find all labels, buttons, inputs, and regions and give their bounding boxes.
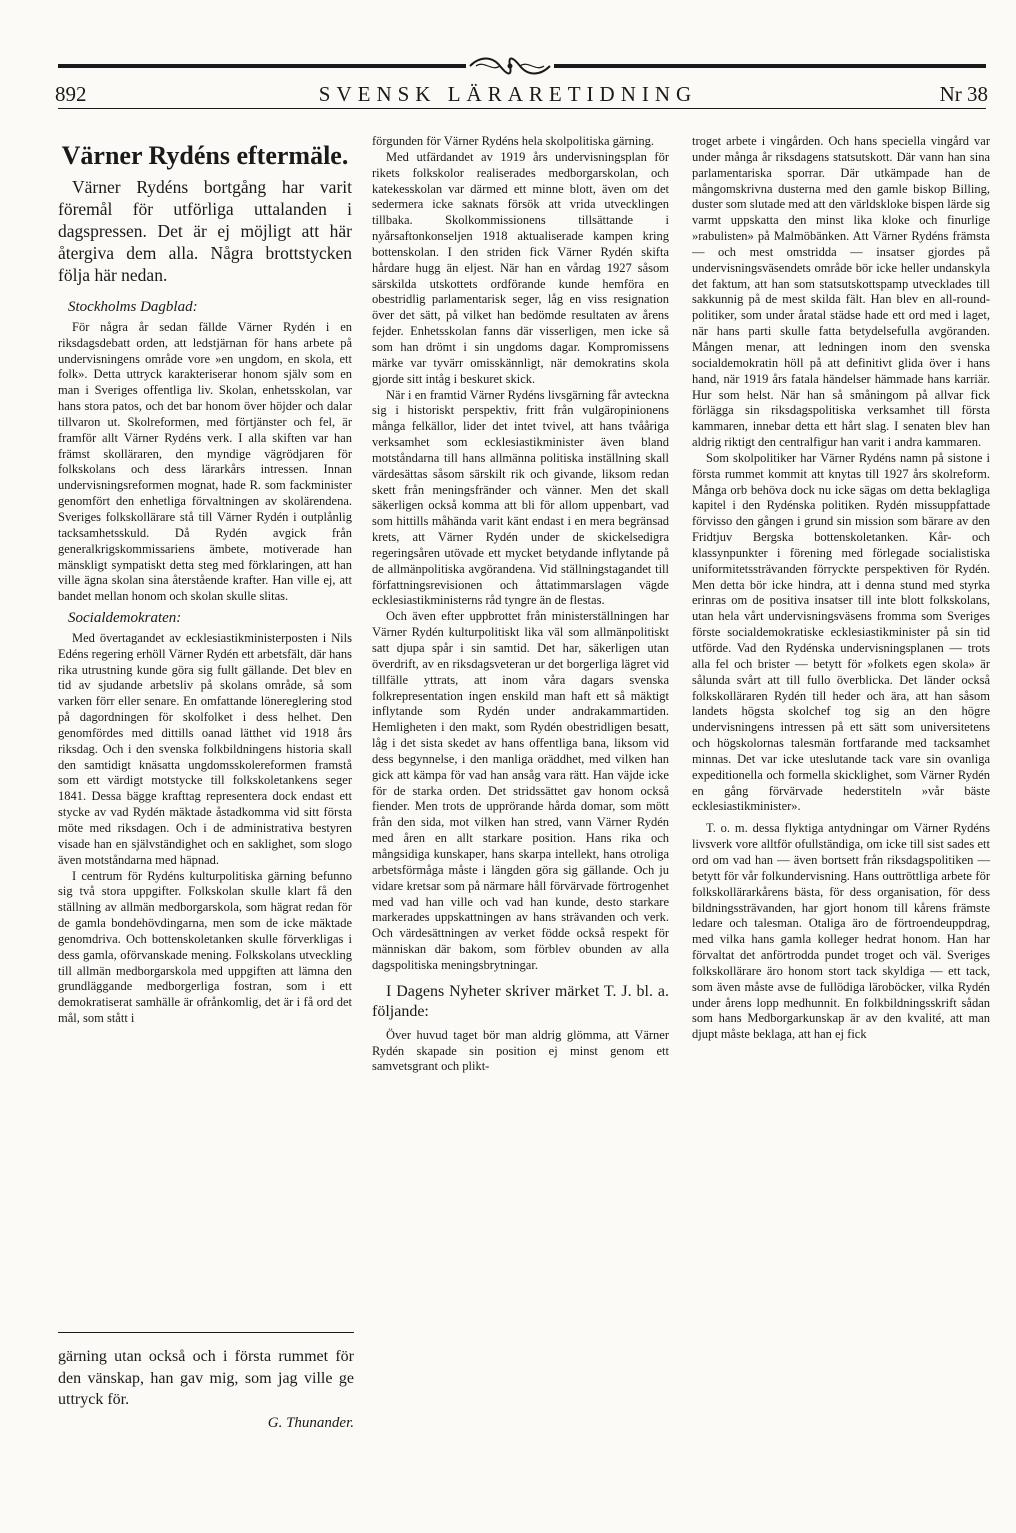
source-heading: Socialdemokraten: [68,610,182,627]
page-number: 892 [55,82,87,106]
column-3 [692,134,990,1043]
ornament-icon [466,54,554,78]
source-heading: Stockholms Dagblad: [68,299,198,315]
signature: G. Thunander. [267,1414,354,1431]
paragraph: Med utfärdandet av 1919 års undervisningsplan för rikets folkskolor realiserades medborgarskolan, och katekesskolan var därmed ett minne blott, även om det sedermera icke saknats försök att vrida utvecklingen tillbaka. Skolkommissionens tillsättande i nyårsaftonkonseljen 1918 aktualiserade kampen kring bottenskolan. I den striden fick Värner Rydén skifta hårdare hugg än eljest. När han en vårdag 1927 såsom särskilda utskottets ordförande kunde hemföra en obestridlig parlamentarisk seger, låg en viss resignation över det sätt, på vilket han bedömde resultaten av årens fejder. Enhetsskolan fanns där visserligen, men icke så som han drömt i sin ungdoms dagar. Kompromissens märke var tyvärr omisskännligt, när demokratins skola gjorde sitt intåg i beskuret skick. [372,149,669,386]
paragraph: troget arbete i vingården. Och hans speciella vingård var under många år riksdagens statsutskott. Där vann han sina parlamentariska sporrar. Där utkämpade han de mångomskrivna dusterna med den gamle biskop Billing, duster som slutade med att den världskloke bispen lärde sig varmt uppskatta den minst lika kloke och finurlige »rabulisten» på Malmöbänken. Att Värner Rydéns främsta — och mest omstridda — insatser gjordes på undervisningsväsendets område bör icke heller undanskyla det faktum, att han som statsutskottspamp utvecklades till sakkunnig på de mest skilda fält. Han blev en all-round-politiker, som under åratal städse hade ett ord med i laget, när hans parti skulle fatta betydelsefulla avgöranden. Mången menar, att ledningen inom den svenska socialdemokratin höll på att definitivt glida över i hans hand, när 1919 års fatala händelser hämmade hans karriär. Hur som helst. När han så småningom på allvar fick förlägga sin riksdagspolitiska verksamhet till första kammaren, innebar detta ett hårt slag. I senaten blev han aldrig riktigt den centralfigur han varit i andra kammaren. [692,134,990,450]
paragraph: förgunden för Värner Rydéns hela skolpolitiska gärning. [372,134,654,148]
lead-paragraph: Värner Rydéns bortgång har varit föremål för utförliga uttalanden i dagspressen. Det är ej möjligt att här återgiva dem alla. Några brottstycken följa här nedan. [58,177,352,285]
paragraph: Och även efter uppbrottet från ministerställningen har Värner Rydén kulturpolitiskt lika väl som allmänpolitiskt satt djupa spår i sin samtid. Det har, säkerligen utan överdrift, av en riksdagsveteran ur det borgerliga lägret vid tillfälle yttrats, att inom våra dagars svenska folkrepresentation ingen enskild man haft ett så mäktigt inflytande som Rydén under andrakammartiden. Hemligheten i den makt, som Rydén obestridligen besatt, låg i det sista skedet av hans offentliga bana, liksom vid dess begynnelse, i den manliga oräddhet, med vilken han gick att kämpa för vad han ansåg vara rätt. Han väjde icke för de starka orden. Det stridssättet gav honom också fiender. Men trots de upprörande hårda domar, som mött från den sida, mot vilken han stred, vann Värner Rydén med åren en allt starkare position. Hans rika och mångsidiga kunskaper, hans skarpa intellekt, hans otroliga arbetsförmåga måste i längden göra sig gällande. Och ju vidare kretsar som på närmare håll förvärvade förtrogenhet med vad han ville och vad han kunde, desto starkare markerades uppskattningen av hans strävanden och verk. Och värdesättningen av verket födde också respekt för människan där bakom, som förblev obunden av alla dagspolitiska meningsbrytningar. [372,609,669,972]
header-divider [58,108,986,109]
article-lead [58,176,352,286]
paragraph: Över huvud taget bör man aldrig glömma, att Värner Rydén skapade sin position ej minst genom ett samvetsgrant och plikt- [372,1027,669,1074]
closing-text: gärning utan också och i första rummet för den vänskap, han gav mig, som jag ville ge uttryck för. [58,1348,354,1408]
closing-block [58,1346,354,1434]
paragraph: T. o. m. dessa flyktiga antydningar om Värner Rydéns livsverk vore alltför ofullständiga, om icke till sist sades ett ord om vad han — även bortsett från riksdagspolitiken — betytt för vår folkundervisning. Hans outtröttliga arbete för folkskollärarkårens bästa, för dess organisation, för dess bildningssträvanden, har gjort honom till kårens främste ledare och talesman. Otaliga äro de förtroendeuppdrag, med vilka hans gamla kolleger hedrat honom. Han har förvaltat det anförtrodda pundet troget och väl. Sveriges folkskollärare äro honom stort tack skyldiga — ett tack, som även måste avse de fullödiga läroböcker, vilka Rydén under årens lopp medhunnit. En folkbildningsskrift sådan som hans Medborgarkunskap är av den kvalité, att man djupt måste beklaga, att han ej fick [692,821,990,1042]
paragraph: I centrum för Rydéns kulturpolitiska gärning befunno sig två stora uppgifter. Folkskolan skulle klart få den ställning av allmän medborgarskola, som hägrat redan för de gamla bondehövdingarna, men som de icke mäktade genomdriva. Och bottenskoletanken skulle förverkligas i dess gamla, oförvanskade mening. Folkskolans utveckling till allmän medborgarskola med uppgiften att lämna den grundläggande medborgerliga fostran, som i ett demokratiserat samhälle är ofrånkomlig, det är i få ord det mål, som stått i [58,868,352,1026]
journal-title: SVENSK LÄRARETIDNING [318,82,698,106]
dn-lead: I Dagens Nyheter skriver märket T. J. bl. a. följande: [372,982,669,1020]
issue-number: Nr 38 [939,82,988,106]
article-title: Värner Rydéns eftermäle. [61,141,349,170]
paragraph: Med övertagandet av ecklesiastikministerposten i Nils Edéns regering erhöll Värner Rydén ett arbetsfält, där hans rika utrustning kunde göra sig fullt gällande. Det blev en tid av sjudande arbetsliv på skolans område, så som varken förr eller senare. En omfattande lönereglering stod på dagordningen för skolfolket i dess helhet. Den genomfördes med dittills oanad lätthet vid 1918 års riksdag. Och i den svenska folkbildningens historia skall den samtidigt knäsatta ungdomsskolereformen framstå som ett värdigt motstycke till folkskoletankens seger 1841. Dessa bägge krafttag representera dock endast ett stycke av vad Rydén mäktade åstadkomma vid sitt första möte med riksdagen. Och i de administrativa bestyren visade han en självständighet och en saklighet, som slogo även motståndarna med häpnad. [58,630,352,867]
paragraph: För några år sedan fällde Värner Rydén i en riksdagsdebatt orden, att ledstjärnan för hans arbete på undervisningens område vore »en ungdom, en skola, ett folk». Detta uttryck karakteriserar honom själv som en man i Sveriges offentliga liv. Skolan, enhetsskolan, var hans stora patos, och det bar honom över höjder och dalar tillvaron ut. Skolreformen, med förtjänster och fel, är framför allt Värner Rydéns verk. I alla skiften var han främst skolläraren, den myndige vägrödjaren för folkskolans och dess lärarkårs intressen. Innan undervisningsreformen mognat, hade R. som fackminister genomfört den enhetliga förvaltningen av skolärendena. Sveriges folkskollärare stå till Värner Rydén i outplånlig tacksamhetsskuld. Då Rydén avgick från generalkrigskommissariens ämbete, motiverade han mänskligt sympatiskt detta steg med förklaringen, att han ville ägna skolan sina återstående krafter. Han ville ej, att bandet mellan honom och skolan skulle slitas. [58,319,352,604]
paragraph: Som skolpolitiker har Värner Rydéns namn på sistone i första rummet kommit att knytas till 1927 års skolreform. Många orb behöva dock nu icke sägas om detta beklagliga kapitel i den Rydénska politiken. Rydén missuppfattade förvisso den gången i grund sin mission som bärare av den Fridtjuv Bergska bottenskoletanken. Kår- och klassynpunkter i förening med förlegade socialistiska uniformitetssträvanden förryckte perspektiven för Rydén. Men detta bör icke hindra, att i denna stund med styrka erinras om de positiva insatser till inte blott folkskolans, utan hela vårt undervisningsväsens fromma som Sveriges förste socialdemokratiske ecklesiastikminister på sin tid utförde. Vad den Rydénska undervisningsplanen — trots alla fel och brister — betytt för »folkets egen skola» är sålunda svårt att till fullo överblicka. Det länder också folkskolläraren Rydén till heder och ära, att han såsom landets högsta skolchef tog sig an den högre undervisningens intressen på ett sätt som universitetens och högskolornas talesmän fortfarande med tacksamhet minnas. Det var icke uteslutande tack vare sin ovanliga expeditionella och formella skicklighet, som Värner Rydén en gång förvärvade hederstiteln »vår bäste ecklesiastikminister». [692,450,990,814]
paragraph: När i en framtid Värner Rydéns livsgärning får avteckna sig i historiskt perspektiv, fritt från vulgäropinionens många felkällor, lider det intet tvivel, att hans tvååriga verksamhet som ecklesiastikminister även bland motståndarna till hans allmänna politiska inställning skall värdesättas såsom särskilt rik och givande, liksom redan skett från meningsfränder och vänner. Men det skall säkerligen också komma att bli för allom uppenbart, vad som hittills måhända varit känt endast i en mera begränsad krets, att Värner Rydén under de skickelsedigra regeringsåren utövade ett mycket betydande inflytande på de allmänpolitiska avgörandena. Vid ställningstagandet till författningsrevisionen och åttatimmarslagen vägde ecklesiastikministerns råd tyngre än de flestas. [372,387,669,608]
column-1 [58,140,352,1027]
column-divider [58,1332,354,1333]
column-2 [372,134,669,1075]
